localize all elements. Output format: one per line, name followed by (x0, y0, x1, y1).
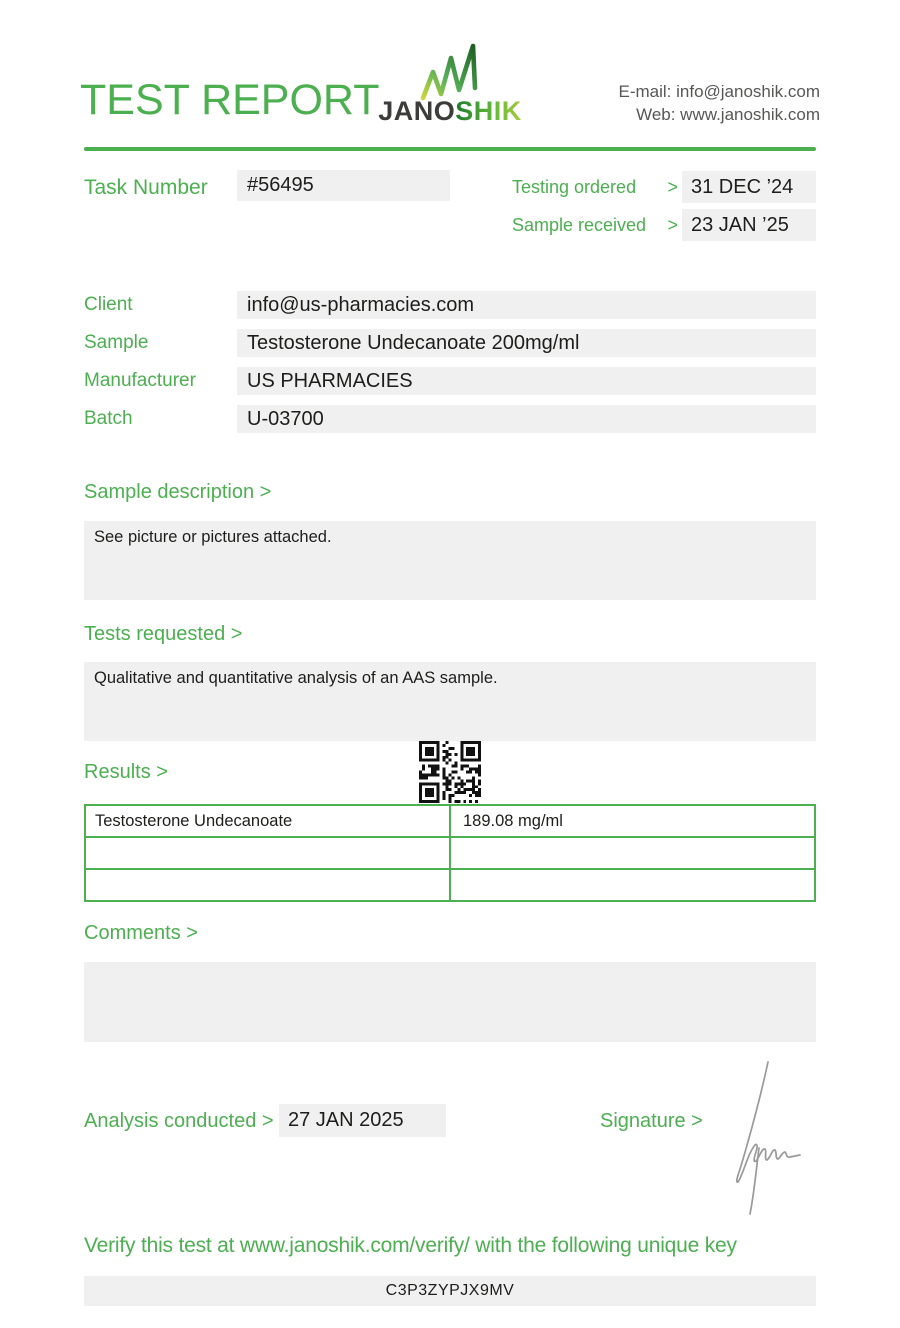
result-analyte: Testosterone Undecanoate (86, 806, 449, 836)
batch-label: Batch (84, 408, 133, 429)
sample-label: Sample (84, 332, 149, 353)
client-label: Client (84, 294, 133, 315)
signature-label: Signature > (600, 1110, 703, 1132)
logo-text-jano: JANO (378, 96, 456, 126)
analysis-conducted-label: Analysis conducted > (84, 1110, 274, 1132)
comments-box (84, 962, 816, 1042)
batch-value: U-03700 (237, 405, 816, 433)
contact-info (619, 80, 821, 126)
page-title: TEST REPORT (80, 76, 380, 124)
testing-ordered-label: Testing ordered (512, 177, 637, 197)
testing-ordered-value: 31 DEC ’24 (682, 171, 816, 203)
result-analyte (86, 838, 449, 868)
sample-description-box (84, 521, 816, 600)
contact-email: E-mail: info@janoshik.com (618, 82, 820, 101)
testing-ordered-arrow: > (667, 177, 678, 197)
sample-value: Testosterone Undecanoate 200mg/ml (237, 329, 816, 357)
tests-requested-box (84, 662, 816, 741)
client-value: info@us-pharmacies.com (237, 291, 816, 319)
sample-received-row (512, 215, 678, 236)
comments-title: Comments > (84, 922, 198, 944)
sample-received-value: 23 JAN ’25 (682, 209, 816, 241)
tests-requested-text: Qualitative and quantitative analysis of an AAS sample. (94, 669, 498, 687)
verify-instruction: Verify this test at www.janoshik.com/verify/ with the following unique key (84, 1234, 737, 1257)
qr-code (419, 741, 481, 803)
task-number-label: Task Number (84, 176, 208, 199)
sample-description-title: Sample description > (84, 481, 272, 503)
task-number-value: #56495 (237, 170, 450, 201)
result-value (451, 838, 814, 868)
analysis-conducted-date: 27 JAN 2025 (279, 1104, 446, 1137)
contact-web: Web: www.janoshik.com (636, 105, 820, 124)
sample-received-label: Sample received (512, 215, 647, 235)
header-divider (84, 147, 816, 151)
signature-scribble (710, 1056, 806, 1223)
logo-text-shik: SHIK (455, 96, 522, 126)
manufacturer-value: US PHARMACIES (237, 367, 816, 395)
tests-requested-title: Tests requested > (84, 623, 243, 645)
testing-ordered-row (512, 177, 678, 198)
sample-description-text: See picture or pictures attached. (94, 528, 332, 546)
results-table (84, 804, 816, 902)
result-value: 189.08 mg/ml (451, 806, 814, 836)
verify-key: C3P3ZYPJX9MV (84, 1276, 816, 1306)
result-value (451, 870, 814, 900)
result-analyte (86, 870, 449, 900)
results-title: Results > (84, 761, 168, 783)
manufacturer-label: Manufacturer (84, 370, 196, 391)
logo-wordmark (350, 96, 550, 127)
sample-received-arrow: > (667, 215, 678, 235)
